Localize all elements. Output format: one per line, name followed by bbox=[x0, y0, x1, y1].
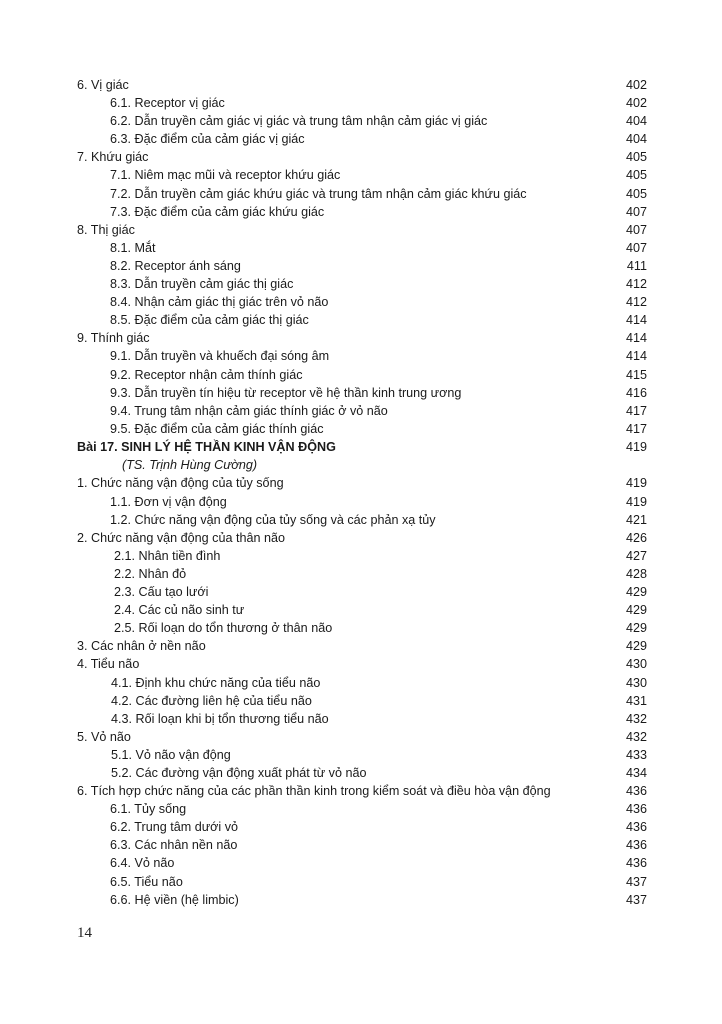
toc-entry-title: 9.1. Dẫn truyền và khuếch đại sóng âm bbox=[110, 349, 330, 364]
toc-entry-title: 6.2. Trung tâm dưới vỏ bbox=[110, 820, 238, 835]
toc-entry bbox=[0, 329, 722, 347]
toc-entry-title: 6. Vị giác bbox=[77, 78, 129, 92]
toc-entry-title: 6. Tích hợp chức năng của các phần thần kinh trong kiểm soát và điều hòa vận động bbox=[77, 784, 551, 799]
toc-entry bbox=[0, 130, 722, 148]
toc-entry-title: 7.1. Niêm mạc mũi và receptor khứu giác bbox=[110, 168, 341, 183]
toc-entry-title: 4.2. Các đường liên hệ của tiểu não bbox=[111, 693, 312, 708]
toc-entry bbox=[0, 347, 722, 365]
toc-entry bbox=[0, 311, 722, 329]
toc-entry-page: 428 bbox=[625, 566, 647, 581]
toc-entry bbox=[0, 221, 722, 239]
toc-entry-title: Bài 17. SINH LÝ HỆ THẦN KINH VẬN ĐỘNG bbox=[77, 439, 336, 454]
toc-author bbox=[0, 456, 722, 475]
toc-entry-title: 2.1. Nhân tiền đình bbox=[114, 548, 221, 563]
toc-entry bbox=[0, 511, 722, 529]
toc-entry-title: 4. Tiểu não bbox=[77, 657, 140, 672]
toc-entry-page: 407 bbox=[625, 240, 647, 255]
toc-entry bbox=[0, 674, 722, 692]
toc-entry-page: 407 bbox=[625, 204, 647, 219]
toc-entry-page: 407 bbox=[625, 222, 647, 237]
toc-entry-page: 405 bbox=[625, 186, 647, 201]
toc-entry-page: 433 bbox=[625, 747, 647, 762]
toc-entry-page: 417 bbox=[625, 403, 647, 418]
toc-entry-page: 437 bbox=[625, 874, 647, 889]
toc-entry-page: 431 bbox=[625, 693, 647, 708]
toc-entry bbox=[0, 547, 722, 565]
toc-entry bbox=[0, 692, 722, 710]
toc-entry bbox=[0, 764, 722, 782]
toc-entry-title: 8.3. Dẫn truyền cảm giác thị giác bbox=[110, 277, 294, 292]
toc-entry-page: 436 bbox=[625, 784, 647, 799]
toc-entry-title: 7. Khứu giác bbox=[77, 150, 149, 165]
toc-entry-title: 5.2. Các đường vận động xuất phát từ vỏ não bbox=[111, 765, 367, 780]
toc-entry bbox=[0, 166, 722, 184]
toc-entry bbox=[0, 493, 722, 511]
toc-entry-title: 9.4. Trung tâm nhận cảm giác thính giác ở vỏ não bbox=[110, 403, 388, 418]
toc-entry-title: 9.3. Dẫn truyền tín hiệu từ receptor về hệ thần kinh trung ương bbox=[110, 385, 462, 400]
toc-entry-page: 414 bbox=[625, 313, 647, 328]
toc-entry-title: 6.1. Tủy sống bbox=[110, 802, 187, 817]
toc-entry-title: 6.3. Đặc điểm của cảm giác vị giác bbox=[110, 132, 305, 147]
toc-entry-title: 7.2. Dẫn truyền cảm giác khứu giác và trung tâm nhận cảm giác khứu giác bbox=[110, 186, 527, 201]
toc-entry bbox=[0, 148, 722, 166]
toc-entry-page: 404 bbox=[625, 132, 647, 147]
toc-entry-page: 412 bbox=[625, 295, 647, 310]
toc-entry-page: 436 bbox=[625, 856, 647, 871]
toc-entry-title: 2.2. Nhân đỏ bbox=[114, 566, 187, 581]
toc-entry bbox=[0, 94, 722, 112]
toc-entry bbox=[0, 836, 722, 854]
toc-entry bbox=[0, 474, 722, 492]
toc-entry bbox=[0, 275, 722, 293]
toc-entry-title: 6.4. Vỏ não bbox=[110, 856, 175, 871]
toc-entry-page: 402 bbox=[625, 96, 647, 111]
toc-entry-title: 8. Thị giác bbox=[77, 222, 135, 237]
toc-entry-title: 5.1. Vỏ não vận động bbox=[111, 747, 231, 762]
toc-entry bbox=[0, 818, 722, 836]
toc-entry-title: 8.1. Mắt bbox=[110, 240, 156, 255]
toc-entry-page: 404 bbox=[625, 114, 647, 129]
toc-entry-page: 419 bbox=[625, 476, 647, 491]
toc-entry-page: 417 bbox=[625, 421, 647, 436]
toc-entry bbox=[0, 619, 722, 637]
toc-entry-title: 2.3. Cấu tạo lưới bbox=[114, 585, 209, 600]
toc-entry-title: 9. Thính giác bbox=[77, 331, 150, 346]
toc-entry bbox=[0, 782, 722, 800]
toc-entry-page: 430 bbox=[625, 657, 647, 672]
page-number: 14 bbox=[77, 925, 92, 941]
toc-entry-page: 437 bbox=[625, 892, 647, 907]
toc-entry bbox=[0, 583, 722, 601]
toc-entry bbox=[0, 185, 722, 203]
toc-entry-page: 402 bbox=[625, 78, 647, 92]
toc-entry-title: 6.1. Receptor vị giác bbox=[110, 96, 225, 111]
toc-entry-title: 8.4. Nhận cảm giác thị giác trên vỏ não bbox=[110, 295, 329, 310]
toc-entry-title: 1.1. Đơn vị vận động bbox=[110, 494, 227, 509]
toc-entry-page: 421 bbox=[625, 512, 647, 527]
toc-entry-title: 3. Các nhân ở nền não bbox=[77, 639, 206, 654]
toc-entry bbox=[0, 384, 722, 402]
toc-entry-page: 436 bbox=[625, 802, 647, 817]
toc-entry bbox=[0, 529, 722, 547]
toc-entry-page: 427 bbox=[625, 548, 647, 563]
toc-entry-title: 1.2. Chức năng vận động của tủy sống và các phản xạ tủy bbox=[110, 512, 436, 527]
toc-entry-title: 5. Vỏ não bbox=[77, 729, 131, 744]
toc-entry-page: 429 bbox=[625, 639, 647, 654]
toc-entry-page: 436 bbox=[625, 820, 647, 835]
toc-entry bbox=[0, 710, 722, 728]
toc-entry-page: 411 bbox=[626, 258, 647, 273]
toc-entry bbox=[0, 854, 722, 872]
toc-entry-page: 430 bbox=[625, 675, 647, 690]
toc-entry-page: 416 bbox=[625, 385, 647, 400]
toc-entry-page: 414 bbox=[625, 331, 647, 346]
toc-entry-title: 2.5. Rối loạn do tổn thương ở thân não bbox=[114, 621, 333, 636]
toc-entry-title: 8.5. Đặc điểm của cảm giác thị giác bbox=[110, 313, 309, 328]
toc-entry bbox=[0, 655, 722, 673]
toc-entry-title: 4.3. Rối loạn khi bị tổn thương tiểu não bbox=[111, 711, 329, 726]
toc-entry-page: 432 bbox=[625, 729, 647, 744]
toc-entry bbox=[0, 366, 722, 384]
toc-entry bbox=[0, 239, 722, 257]
toc-entry bbox=[0, 402, 722, 420]
toc-entry-page: 419 bbox=[625, 439, 647, 454]
toc-entry bbox=[0, 601, 722, 619]
toc-entry bbox=[0, 420, 722, 438]
toc-entry-page: 429 bbox=[625, 585, 647, 600]
toc-entry-page: 429 bbox=[625, 603, 647, 618]
toc-entry-page: 414 bbox=[625, 349, 647, 364]
toc-entry-title: 7.3. Đặc điểm của cảm giác khứu giác bbox=[110, 204, 325, 219]
toc-entry-title: 8.2. Receptor ánh sáng bbox=[110, 258, 241, 273]
toc-entry-title: 2. Chức năng vận động của thân não bbox=[77, 530, 285, 545]
toc-entry bbox=[0, 873, 722, 891]
toc-entry-page: 429 bbox=[625, 621, 647, 636]
toc-entry bbox=[0, 728, 722, 746]
toc-entry-title: (TS. Trịnh Hùng Cường) bbox=[122, 457, 258, 472]
toc-entry-title: 2.4. Các củ não sinh tư bbox=[114, 603, 245, 618]
toc-entry bbox=[0, 203, 722, 221]
toc-entry-page: 432 bbox=[625, 711, 647, 726]
toc-entry-title: 1. Chức năng vận động của tủy sống bbox=[77, 476, 284, 491]
toc-entry-title: 6.2. Dẫn truyền cảm giác vị giác và trung tâm nhận cảm giác vị giác bbox=[110, 114, 488, 129]
toc-entry-title: 6.6. Hệ viền (hệ limbic) bbox=[110, 892, 239, 907]
toc-entry-page: 412 bbox=[625, 277, 647, 292]
toc-entry-page: 434 bbox=[625, 765, 647, 780]
toc-entry bbox=[0, 565, 722, 583]
toc-entry bbox=[0, 746, 722, 764]
toc-entry-title: 6.5. Tiểu não bbox=[110, 874, 183, 889]
toc-entry-page: 405 bbox=[625, 150, 647, 165]
toc-entry bbox=[0, 891, 722, 909]
toc-chapter-heading bbox=[0, 438, 722, 456]
toc-entry bbox=[0, 76, 722, 94]
toc-entry-page: 426 bbox=[625, 530, 647, 545]
toc-entry-title: 9.2. Receptor nhận cảm thính giác bbox=[110, 367, 303, 382]
toc-entry-page: 419 bbox=[625, 494, 647, 509]
toc-entry bbox=[0, 112, 722, 130]
toc-entry-title: 6.3. Các nhân nền não bbox=[110, 838, 238, 853]
toc-entry-page: 405 bbox=[625, 168, 647, 183]
toc-entry bbox=[0, 800, 722, 818]
toc-entry-page: 436 bbox=[625, 838, 647, 853]
toc-entry-page: 415 bbox=[625, 367, 647, 382]
toc-entry bbox=[0, 257, 722, 275]
toc-entry bbox=[0, 293, 722, 311]
toc-entry-title: 9.5. Đặc điểm của cảm giác thính giác bbox=[110, 421, 324, 436]
toc-entry-title: 4.1. Định khu chức năng của tiểu não bbox=[111, 675, 321, 690]
toc-entry bbox=[0, 637, 722, 655]
table-of-contents bbox=[0, 76, 722, 909]
